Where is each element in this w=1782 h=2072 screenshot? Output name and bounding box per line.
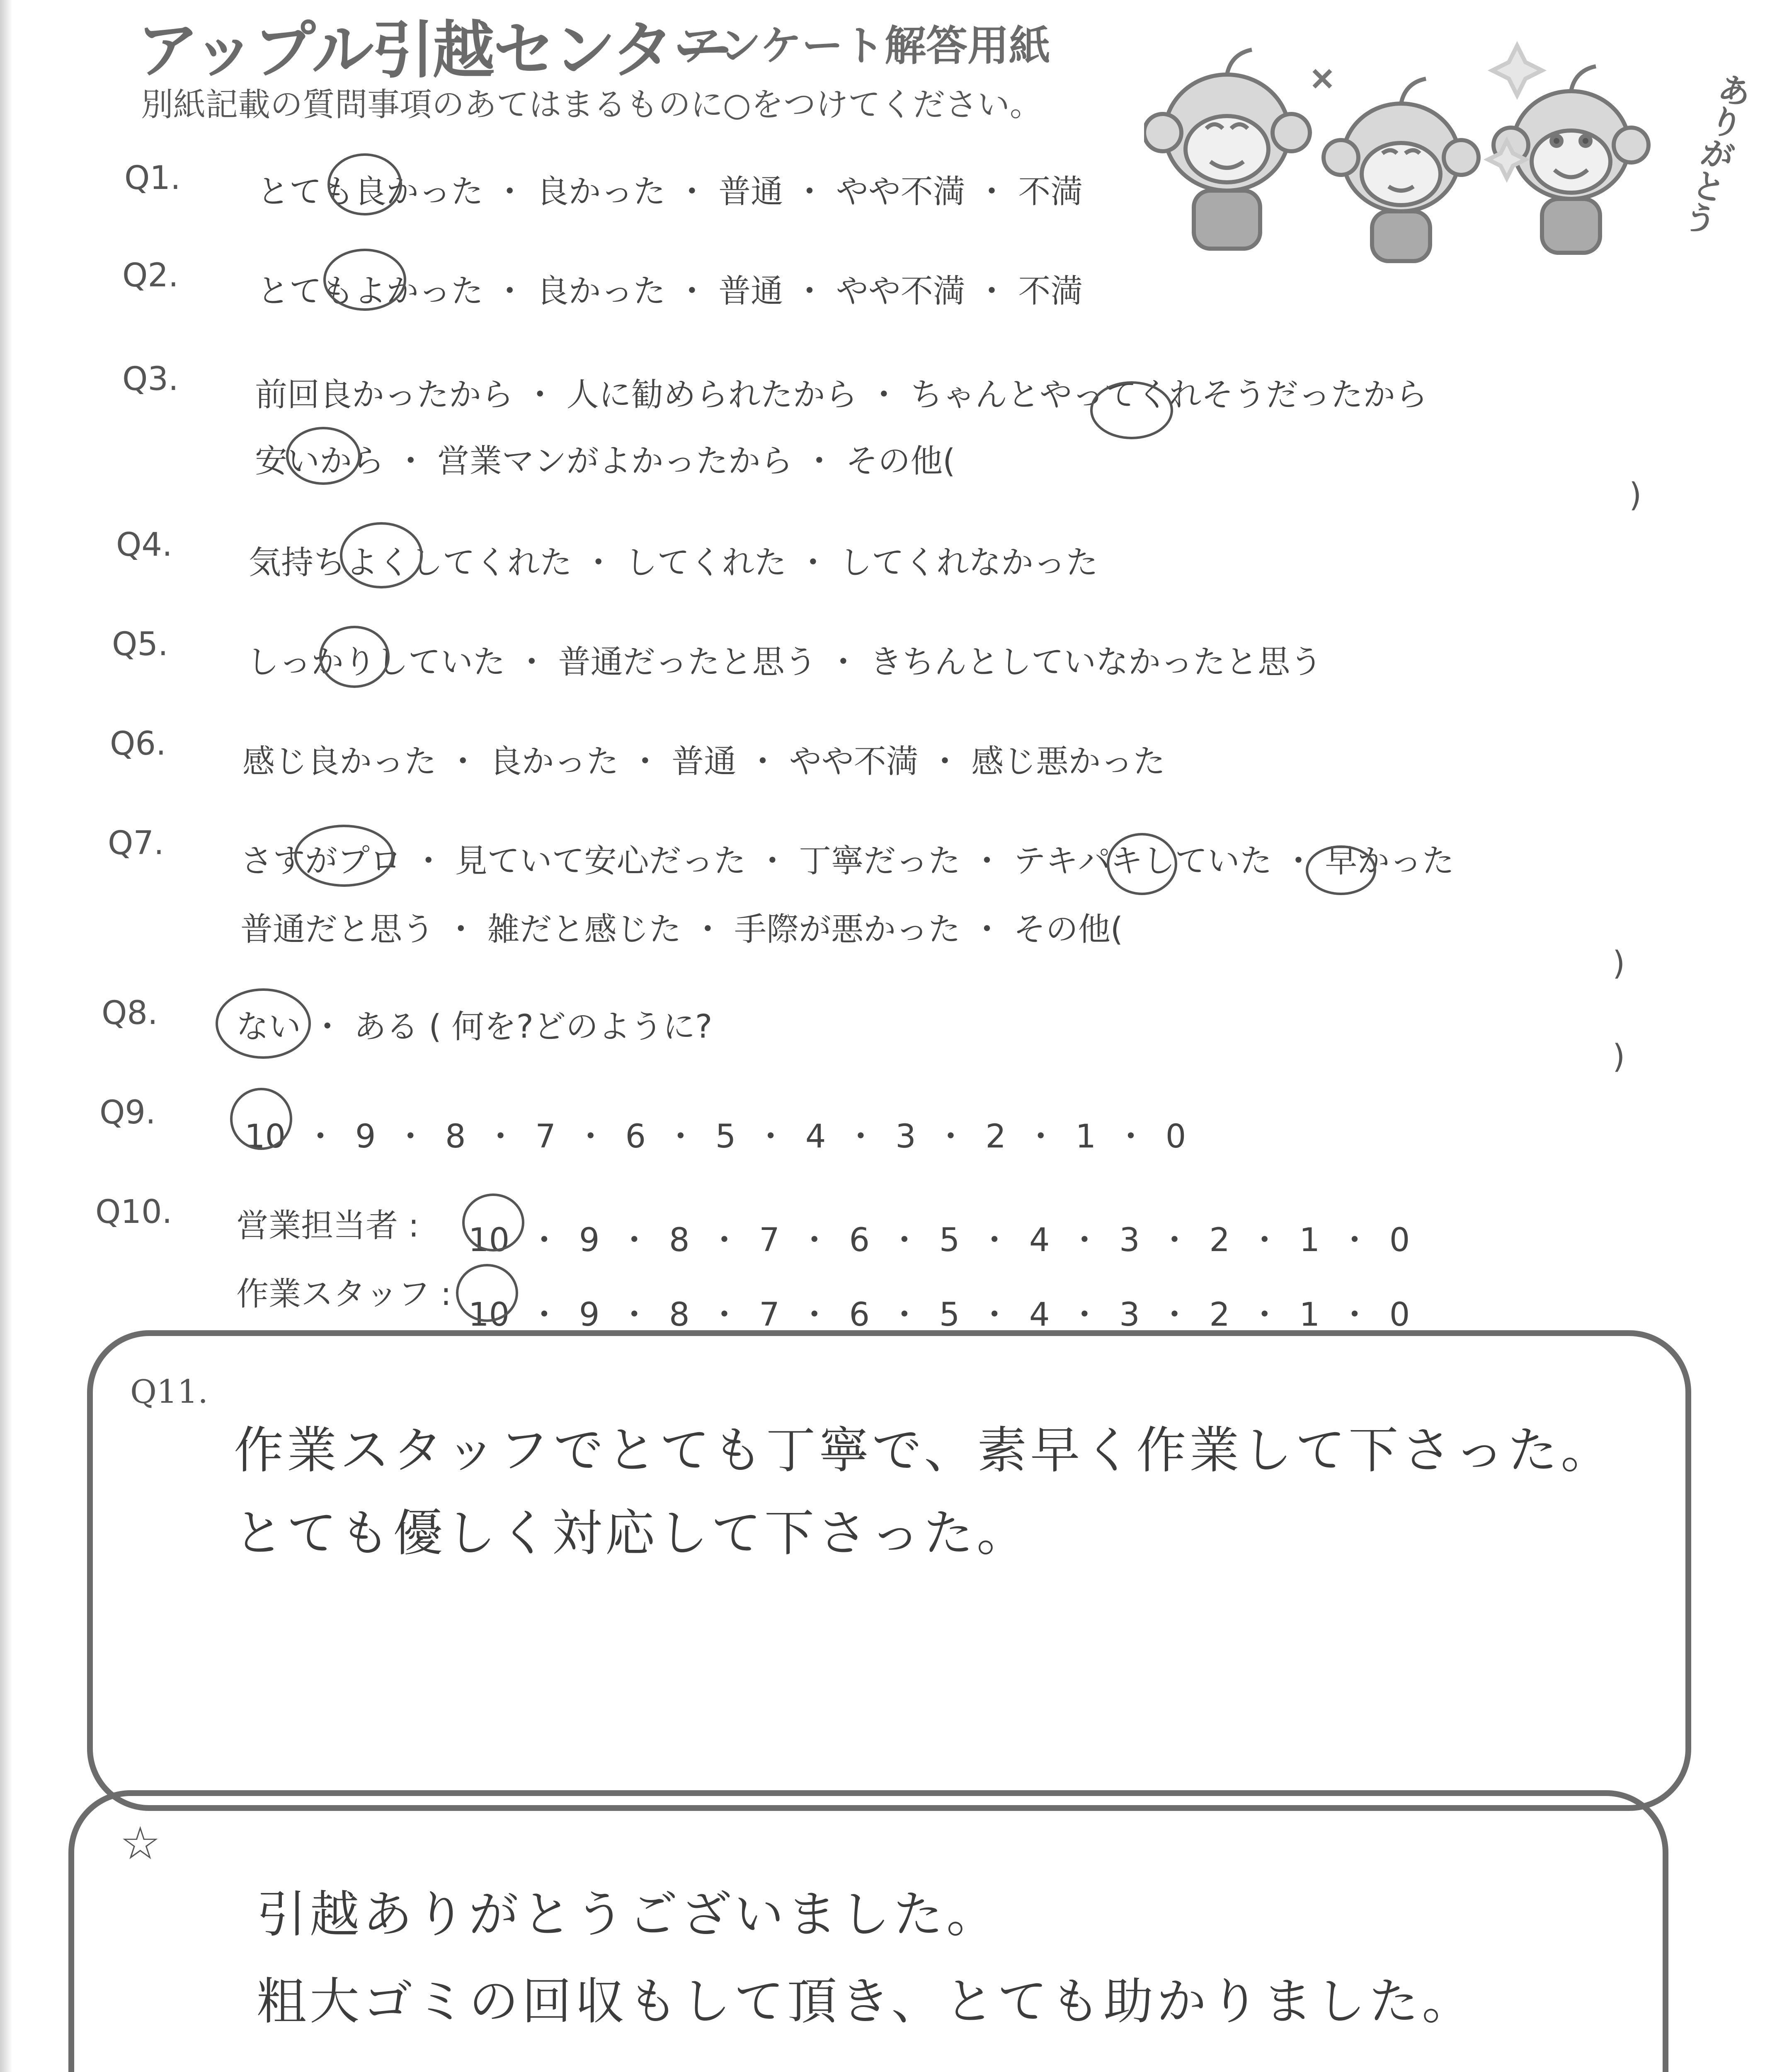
q3-selection-circle-1 <box>1090 381 1173 439</box>
star-comment-line2: 粗大ゴミの回収もして頂き、とても助かりました。 <box>257 1973 1475 2031</box>
q10-sales-options[interactable]: 10 ・ 9 ・ 8 ・ 7 ・ 6 ・ 5 ・ 4 ・ 3 ・ 2 ・ 1 ・ 0 <box>468 1222 1410 1259</box>
q5-label: Q5. <box>112 626 168 663</box>
form-subtitle: アンケート解答用紙 <box>680 22 1050 70</box>
q9-label: Q9. <box>99 1094 156 1131</box>
star-comment-box[interactable] <box>68 1790 1668 2072</box>
q6-label: Q6. <box>110 725 166 762</box>
q3-close-paren: ) <box>1629 477 1642 514</box>
q7-selection-circle-2 <box>1107 833 1177 895</box>
q2-selection-circle <box>323 249 406 311</box>
q9-options[interactable]: 10 ・ 9 ・ 8 ・ 7 ・ 6 ・ 5 ・ 4 ・ 3 ・ 2 ・ 1 ・ 0 <box>245 1118 1186 1155</box>
q11-comment-line2: とても優しく対応して下さった。 <box>234 1505 1030 1562</box>
q11-comment-line1: 作業スタッフでとても丁寧で、素早く作業して下さった。 <box>234 1422 1614 1479</box>
q1-label: Q1. <box>124 160 181 197</box>
monkey-1-icon <box>1144 50 1310 249</box>
q4-selection-circle <box>340 522 423 588</box>
q6-options[interactable]: 感じ良かった ・ 良かった ・ 普通 ・ やや不満 ・ 感じ悪かった <box>242 743 1166 780</box>
q10-sales-selection-circle <box>462 1193 524 1251</box>
q10-staff-options[interactable]: 10 ・ 9 ・ 8 ・ 7 ・ 6 ・ 5 ・ 4 ・ 3 ・ 2 ・ 1 ・ 0 <box>468 1296 1410 1334</box>
q10-sales-label: 営業担当者 : <box>236 1207 419 1244</box>
q4-options[interactable]: 気持ちよくしてくれた ・ してくれた ・ してくれなかった <box>249 544 1098 581</box>
q1-selection-circle <box>327 153 402 215</box>
star-icon: ☆ <box>120 1817 161 1870</box>
mascot-illustration <box>1144 37 1708 269</box>
monkey-2-icon <box>1314 70 1479 261</box>
q7-options-line2[interactable]: 普通だと思う ・ 雑だと感じた ・ 手際が悪かった ・ その他( <box>240 911 1123 948</box>
q7-close-paren: ) <box>1612 945 1625 982</box>
q4-label: Q4. <box>116 526 172 564</box>
q8-selection-circle <box>216 988 311 1059</box>
q10-staff-label: 作業スタッフ : <box>236 1276 452 1313</box>
q7-selection-circle-1 <box>294 825 394 887</box>
company-title: アップル引越センター <box>137 15 733 87</box>
q10-staff-selection-circle <box>456 1264 518 1322</box>
q8-close-paren: ) <box>1612 1038 1625 1075</box>
q7-label: Q7. <box>108 825 164 862</box>
q2-label: Q2. <box>122 257 179 294</box>
q5-options[interactable]: しっかりしていた ・ 普通だったと思う ・ きちんとしていなかったと思う <box>247 644 1323 681</box>
q8-label: Q8. <box>102 995 158 1032</box>
instruction-text: 別紙記載の質問事項のあてはまるものに○をつけてください。 <box>141 86 1043 123</box>
q11-comment-box[interactable] <box>87 1330 1691 1811</box>
scan-edge <box>0 0 12 2072</box>
q7-options-line1[interactable]: さすがプロ ・ 見ていて安心だった ・ 丁寧だった ・ テキパキしていた ・ 早かった <box>240 842 1455 880</box>
q3-label: Q3. <box>122 361 179 398</box>
q5-selection-circle <box>319 626 390 688</box>
q3-options-line1[interactable]: 前回良かったから ・ 人に勧められたから ・ ちゃんとやってくれそうだったから <box>255 376 1428 414</box>
q2-options[interactable]: とてもよかった ・ 良かった ・ 普通 ・ やや不満 ・ 不満 <box>257 273 1083 310</box>
q8-options[interactable]: ない ・ ある ( 何を?どのように? <box>236 1008 713 1046</box>
q11-label: Q11. <box>130 1373 208 1411</box>
q1-options[interactable]: とても良かった ・ 良かった ・ 普通 ・ やや不満 ・ 不満 <box>257 173 1083 211</box>
q7-selection-circle-3 <box>1306 845 1376 895</box>
q3-options-line2[interactable]: 安いから ・ 営業マンがよかったから ・ その他( <box>255 443 955 480</box>
q9-selection-circle <box>230 1088 292 1150</box>
q3-selection-circle-2 <box>286 427 361 485</box>
star-comment-line1: 引越ありがとうございました。 <box>257 1886 999 1944</box>
thank-you-badge: ありがとう <box>1675 68 1755 239</box>
q10-label: Q10. <box>95 1193 172 1231</box>
